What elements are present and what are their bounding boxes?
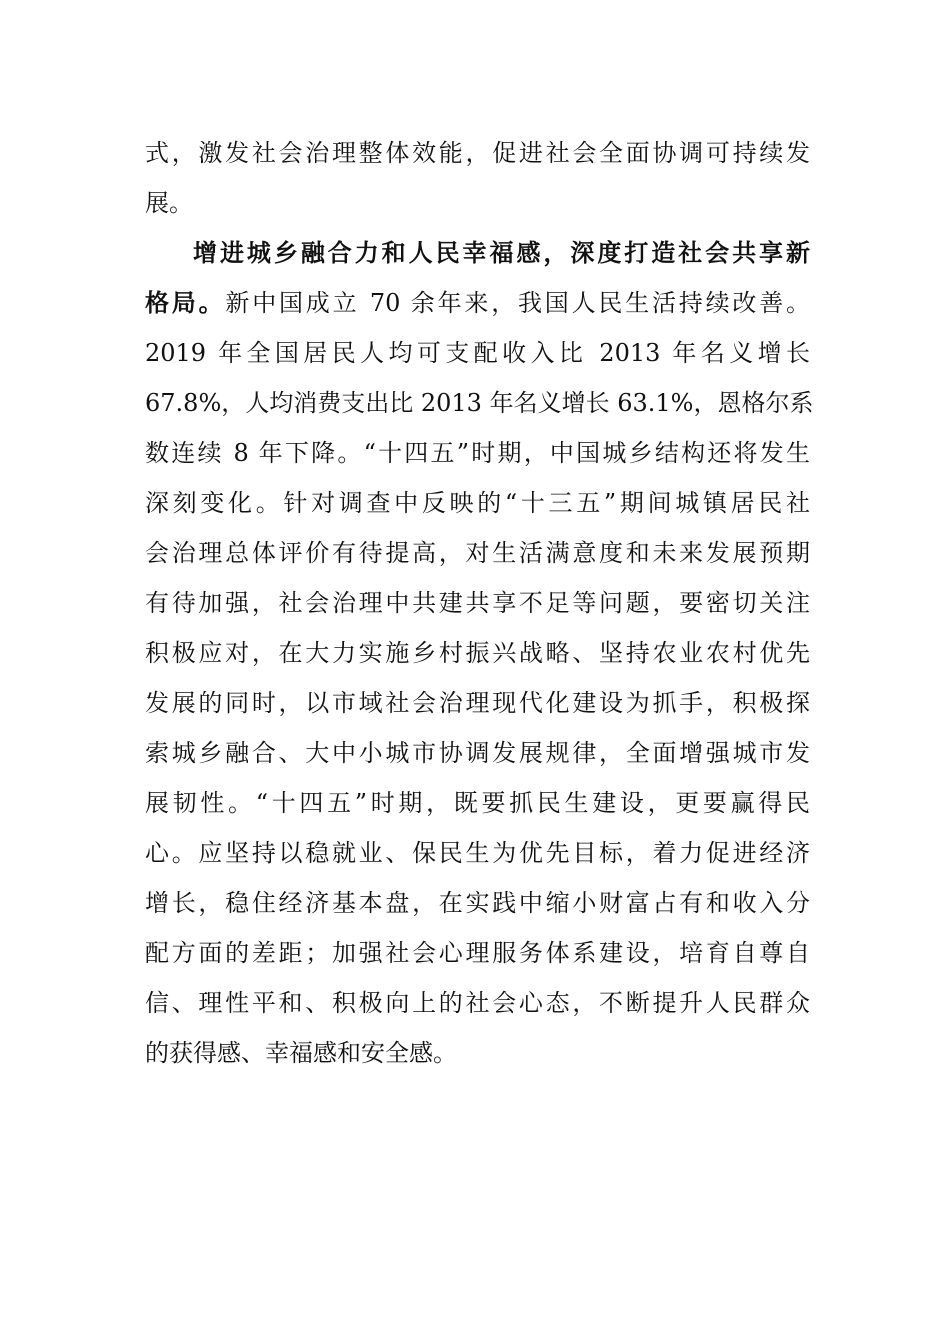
- paragraph-text: 新中国成立 70 余年来，我国人民生活持续改善。: [225, 289, 811, 317]
- paragraph-line: 的获得感、幸福感和安全感。: [145, 1039, 457, 1067]
- paragraph-line: 深刻变化。针对调查中反映的“十三五”期间城镇居民社: [145, 489, 810, 517]
- paragraph-line: 配方面的差距；加强社会心理服务体系建设，培育自尊自: [145, 939, 810, 967]
- paragraph-continuation: [145, 128, 810, 228]
- paragraph-line: 信、理性平和、积极向上的社会心态，不断提升人民群众: [145, 989, 810, 1017]
- paragraph-line: 索城乡融合、大中小城市协调发展规律，全面增强城市发: [145, 739, 810, 767]
- paragraph-line: 发展的同时，以市域社会治理现代化建设为抓手，积极探: [145, 689, 810, 717]
- paragraph-line: 展韧性。“十四五”时期，既要抓民生建设，更要赢得民: [145, 789, 810, 817]
- paragraph-line: 有待加强，社会治理中共建共享不足等问题，要密切关注: [145, 589, 810, 617]
- paragraph-heading-line: [145, 228, 810, 278]
- paragraph-line: 增长，稳住经济基本盘，在实践中缩小财富占有和收入分: [145, 889, 810, 917]
- paragraph-line: 2019 年全国居民人均可支配收入比 2013 年名义增长: [145, 339, 810, 367]
- paragraph-line: 会治理总体评价有待提高，对生活满意度和未来发展预期: [145, 539, 810, 567]
- paragraph-line: 积极应对，在大力实施乡村振兴战略、坚持农业农村优先: [145, 639, 810, 667]
- paragraph-line: 展。: [145, 189, 193, 217]
- paragraph-urban-rural: [145, 228, 814, 1078]
- paragraph-line: 67.8%，人均消费支出比 2013 年名义增长 63.1%，恩格尔系: [145, 389, 814, 417]
- paragraph-line: 心。应坚持以稳就业、保民生为优先目标，着力促进经济: [145, 839, 810, 867]
- bold-heading-text: 格局。: [145, 289, 226, 317]
- paragraph-line: 数连续 8 年下降。“十四五”时期，中国城乡结构还将发生: [145, 439, 810, 467]
- bold-heading-text: 增进城乡融合力和人民幸福感，深度打造社会共享新: [193, 239, 810, 267]
- paragraph-line: [145, 278, 810, 328]
- paragraph-line: 式，激发社会治理整体效能，促进社会全面协调可持续发: [145, 139, 810, 167]
